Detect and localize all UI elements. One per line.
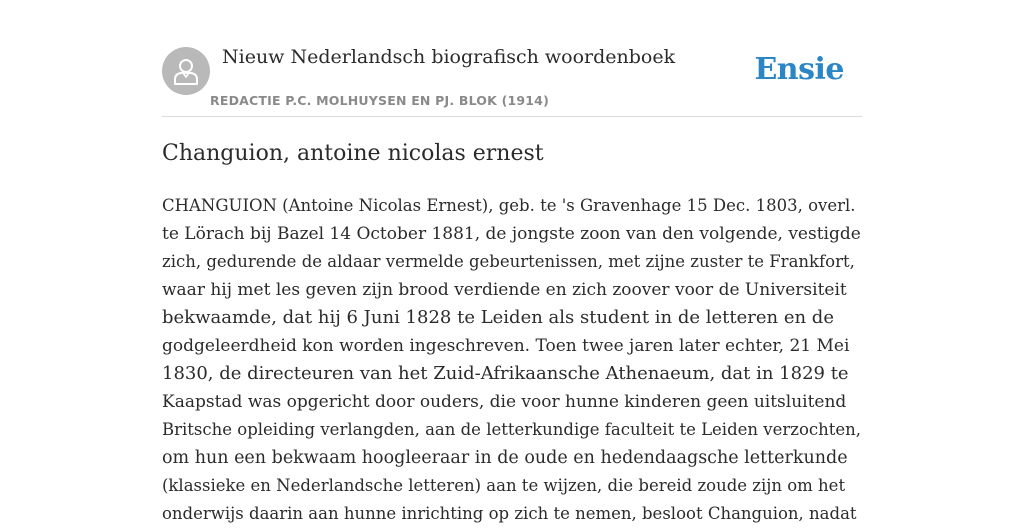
entry-line: waar hij met les geven zijn brood verdiende en zich zoover voor de Universiteit (162, 280, 847, 300)
entry-line: om hun een bekwaam hoogleeraar in de oude en hedendaagsche letterkunde (162, 448, 848, 468)
brand-logo[interactable]: Ensie (754, 52, 844, 87)
entry-line: (klassieke en Nederlandsche letteren) aan te wijzen, die bereid zoude zijn om het (162, 476, 846, 495)
source-title[interactable]: Nieuw Nederlandsch biografisch woordenboek (222, 46, 676, 68)
page (162, 0, 862, 523)
entry-line: 1830, de directeuren van het Zuid-Afrikaansche Athenaeum, dat in 1829 te (162, 363, 849, 384)
entry-line: godgeleerdheid kon worden ingeschreven. Toen twee jaren later echter, 21 Mei (162, 336, 850, 356)
page-title: Changuion, antoine nicolas ernest (162, 141, 544, 166)
entry-body (162, 192, 862, 528)
source-header (162, 0, 862, 117)
entry-line: zich, gedurende de aldaar vermelde gebeurtenissen, met zijne zuster te Frankfort, (162, 252, 855, 271)
entry-line: Kaapstad was opgericht door ouders, die voor hunne kinderen geen uitsluitend (162, 392, 847, 412)
entry-line: bekwaamde, dat hij 6 Juni 1828 te Leiden als student in de letteren en de (162, 307, 834, 328)
avatar[interactable] (162, 47, 210, 95)
user-icon (172, 56, 200, 86)
entry-line: te Lörach bij Bazel 14 October 1881, de jongste zoon van den volgende, vestigde (162, 224, 861, 244)
entry-line: CHANGUION (Antoine Nicolas Ernest), geb. te 's Gravenhage 15 Dec. 1803, overl. (162, 196, 856, 215)
source-editor: REDACTIE P.C. MOLHUYSEN EN PJ. BLOK (1914) (210, 93, 549, 108)
entry-line: Britsche opleiding verlangden, aan de letterkundige faculteit te Leiden verzochten, (162, 420, 862, 439)
entry-line: onderwijs daarin aan hunne inrichting op zich te nemen, besloot Changuion, nadat (162, 504, 857, 523)
